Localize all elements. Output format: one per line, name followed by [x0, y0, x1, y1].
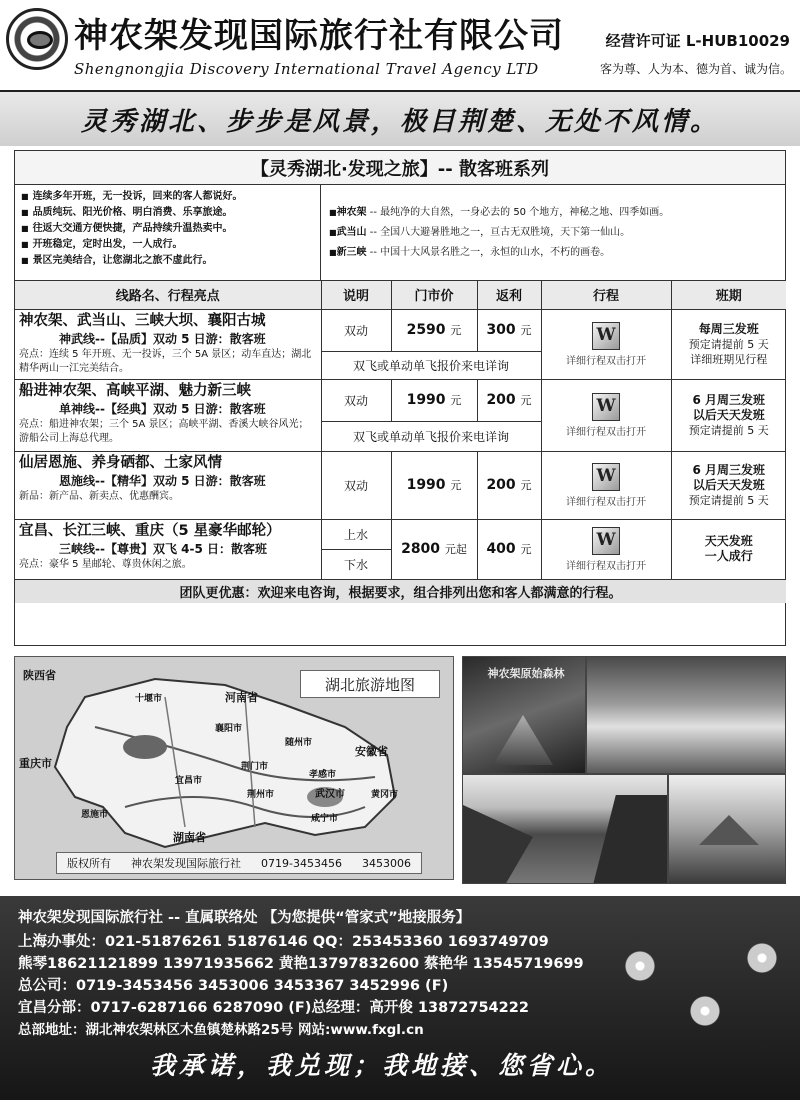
slogan-text: 灵秀湖北、步步是风景，极目荆楚、无处不风情。	[80, 106, 719, 137]
price-value: 1990	[406, 392, 446, 408]
feature-item: ■ 品质纯玩、阳光价格、明白消费、乐享旅途。	[21, 205, 314, 221]
destination-name: ■ 新三峡	[329, 247, 367, 258]
flower-decoration	[680, 986, 730, 1036]
map-label: 安徽省	[355, 745, 388, 758]
contact-line: 上海办事处：021-51876261 51876146 QQ：253453360 1693749709	[18, 934, 549, 950]
rebate-unit: 元	[520, 394, 532, 407]
feature-item: ■ 景区完美结合，让您湖北之旅不虚此行。	[21, 253, 314, 269]
price-cell	[391, 519, 477, 579]
map-label: 荆门市	[241, 762, 269, 772]
destination-item	[329, 203, 777, 223]
itinerary-link[interactable]: 详细行程双击打开	[566, 426, 646, 438]
price-value: 2800	[401, 541, 441, 557]
rebate-unit: 元	[520, 543, 532, 556]
destination-item	[329, 243, 777, 263]
map-label: 十堰市	[135, 694, 163, 704]
itinerary-link[interactable]: 详细行程双击打开	[566, 355, 646, 367]
transport-up-cell: 上水	[321, 519, 391, 549]
price-cell	[391, 451, 477, 519]
map-label: 湖南省	[173, 831, 206, 844]
table-row	[15, 309, 786, 351]
company-name-cn: 神农架发现国际旅行社有限公司	[74, 16, 564, 56]
rebate-unit: 元	[520, 479, 532, 492]
schedule-line: 预定请提前 5 天	[688, 423, 769, 437]
slogan-banner	[0, 92, 800, 146]
temple-roof	[699, 815, 759, 845]
cliff-right	[593, 795, 668, 884]
itinerary-link[interactable]: 详细行程双击打开	[566, 496, 646, 508]
word-document-icon[interactable]: W	[592, 463, 620, 491]
route-cell	[15, 519, 321, 579]
rebate-cell	[477, 519, 541, 579]
table-row	[15, 451, 786, 519]
route-subtitle: 单神线--【经典】双动 5 日游：散客班	[59, 401, 266, 416]
schedule-line: 6 月周三发班	[692, 392, 766, 407]
map-label: 河南省	[225, 691, 258, 704]
schedule-line: 每周三发班	[698, 321, 759, 336]
schedule-line: 以后天天发班	[692, 407, 765, 422]
price-unit: 元起	[444, 543, 467, 556]
rebate-unit: 元	[520, 324, 532, 337]
map-footer-item: 版权所有	[67, 857, 111, 870]
table-row	[15, 519, 786, 549]
price-cell	[391, 309, 477, 351]
eye-icon	[27, 31, 53, 49]
word-document-icon[interactable]: W	[592, 393, 620, 421]
schedule-cell	[671, 519, 786, 579]
schedule-line: 天天发班	[704, 534, 753, 548]
flower-decoration	[620, 946, 660, 986]
contact-line: 神农架发现国际旅行社 -- 直属联络处 【为您提供“管家式”地接服务】	[18, 910, 471, 926]
route-title: 神农架、武当山、三峡大坝、襄阳古城	[19, 312, 266, 329]
map-footer-item: 0719-3453456	[261, 856, 342, 870]
schedule-cell	[671, 309, 786, 379]
price-unit: 元	[450, 324, 462, 337]
cliff-left	[463, 805, 533, 884]
price-unit: 元	[450, 479, 462, 492]
company-name-en: Shengnongjia Discovery International Travel Agency LTD	[74, 60, 539, 78]
map-label: 恩施市	[81, 810, 109, 820]
itinerary-cell[interactable]	[541, 519, 671, 579]
destination-name: ■ 武当山	[329, 227, 367, 238]
feature-item: ■ 连续多年开班，无一投诉，回来的客人都说好。	[21, 189, 314, 205]
col-header-schedule: 班期	[671, 281, 786, 309]
rebate-value: 300	[486, 322, 516, 338]
route-highlights: 新品：新产品、新卖点、优惠酬宾。	[19, 490, 179, 502]
rebate-cell	[477, 451, 541, 519]
rebate-value: 400	[486, 541, 516, 557]
routes-table	[15, 281, 786, 603]
table-header-row	[15, 281, 786, 309]
group-note-row	[15, 579, 786, 603]
route-subtitle: 神武线--【品质】双动 5 日游：散客班	[59, 331, 266, 346]
route-highlights: 亮点：船进神农架；三个 5A 景区；高峡平湖、香溪大峡谷风光；游船公司上海总代理。	[19, 418, 309, 444]
destination-desc: -- 全国八大避暑胜地之一，亘古无双胜境，天下第一仙山。	[366, 227, 631, 238]
mountain-shape	[493, 715, 553, 765]
promise-slogan: 我承诺，我兑现；我地接、您省心。	[150, 1051, 615, 1080]
itinerary-link[interactable]: 详细行程双击打开	[566, 560, 646, 572]
destination-name: ■ 神农架	[329, 207, 367, 218]
price-value: 2590	[406, 322, 446, 338]
rebate-cell	[477, 309, 541, 351]
map-footer-item: 3453006	[361, 856, 411, 870]
rebate-value: 200	[486, 477, 516, 493]
price-cell	[391, 379, 477, 421]
col-header-itinerary: 行程	[541, 281, 671, 309]
transport-down-cell: 下水	[321, 549, 391, 579]
photo-caption: 神农架原始森林	[487, 667, 565, 680]
map-title: 湖北旅游地图	[300, 670, 440, 698]
map-label: 襄阳市	[215, 724, 243, 734]
flight-note: 双飞或单动单飞报价来电详询	[321, 421, 541, 451]
schedule-line: 以后天天发班	[692, 477, 765, 492]
schedule-line: 6 月周三发班	[692, 462, 766, 477]
map-label: 陕西省	[23, 669, 56, 682]
photo-cloud-sea	[586, 656, 786, 774]
word-document-icon[interactable]: W	[592, 527, 620, 555]
company-motto: 客为尊、人为本、德为首、诚为信。	[599, 62, 792, 76]
itinerary-cell[interactable]	[541, 379, 671, 451]
tours-title: 【灵秀湖北·发现之旅】-- 散客班系列	[15, 151, 785, 185]
route-highlights: 亮点：豪华 5 星邮轮、尊贵休闲之旅。	[19, 558, 192, 570]
schedule-line: 预定请提前 5 天	[688, 493, 769, 507]
col-header-rebate: 返利	[477, 281, 541, 309]
schedule-line: 一人成行	[704, 549, 753, 563]
route-title: 宜昌、长江三峡、重庆（5 星豪华邮轮）	[19, 522, 281, 539]
route-cell	[15, 309, 321, 379]
schedule-cell	[671, 379, 786, 451]
rebate-cell	[477, 379, 541, 421]
destinations-list	[321, 185, 785, 280]
map-label: 孝感市	[309, 770, 337, 780]
page-header	[0, 0, 800, 92]
route-highlights: 亮点：连续 5 年开班、无一投诉，三个 5A 景区；动车直达；湖北精华两山一江完美结合。	[19, 348, 312, 374]
contact-line: 总部地址：湖北神农架林区木鱼镇楚林路25号 网站:www.fxgl.cn	[18, 1022, 424, 1038]
tours-panel	[14, 150, 786, 646]
map-label: 随州市	[285, 738, 313, 748]
price-value: 1990	[406, 477, 446, 493]
feature-item: ■ 往返大交通方便快捷，产品持续升温热卖中。	[21, 221, 314, 237]
flight-note: 双飞或单动单飞报价来电详询	[321, 351, 541, 379]
route-title: 仙居恩施、养身硒都、土家风情	[19, 454, 222, 471]
transport-cell: 双动	[321, 379, 391, 421]
destination-desc: -- 中国十大风景名胜之一，永恒的山水，不朽的画卷。	[366, 247, 611, 258]
route-subtitle: 三峡线--【尊贵】双飞 4-5 日：散客班	[59, 541, 267, 556]
col-header-price: 门市价	[391, 281, 477, 309]
itinerary-cell[interactable]	[541, 309, 671, 379]
route-cell	[15, 451, 321, 519]
word-document-icon[interactable]: W	[592, 322, 620, 350]
license-number: 经营许可证 L-HUB10029	[605, 32, 790, 50]
table-row	[15, 379, 786, 421]
flower-decoration	[740, 936, 784, 980]
map-label: 黄冈市	[371, 790, 399, 800]
itinerary-cell[interactable]	[541, 451, 671, 519]
contact-line: 熊琴18621121899 13971935662 黄艳13797832600 蔡艳华 13545719699	[18, 956, 584, 972]
company-logo	[6, 8, 68, 70]
map-footer-item: 神农架发现国际旅行社	[131, 857, 241, 870]
route-cell	[15, 379, 321, 451]
photo-temple	[668, 774, 786, 884]
transport-cell: 双动	[321, 309, 391, 351]
map-label: 荆州市	[247, 790, 275, 800]
schedule-line: 详细班期见行程	[690, 352, 768, 366]
route-subtitle: 恩施线--【精华】双动 5 日游：散客班	[59, 473, 266, 488]
destination-item	[329, 223, 777, 243]
contact-line: 宜昌分部：0717-6287166 6287090 (F)总经理：高开俊 13872754222	[18, 1000, 529, 1016]
col-header-route: 线路名、行程亮点	[15, 281, 321, 309]
features-list	[15, 185, 321, 280]
tours-intro	[15, 185, 785, 281]
schedule-line: 预定请提前 5 天	[688, 337, 769, 351]
group-note: 团队更优惠：欢迎来电咨询，根据要求，组合排列出您和客人都满意的行程。	[15, 579, 786, 603]
route-title: 船进神农架、高峡平湖、魅力新三峡	[19, 382, 251, 399]
destination-desc: -- 最纯净的大自然，一身必去的 50 个地方，神秘之地、四季如画。	[366, 207, 670, 218]
map-label: 重庆市	[19, 757, 52, 770]
col-header-note: 说明	[321, 281, 391, 309]
photo-forest-banner	[462, 656, 586, 774]
map-label: 武汉市	[315, 789, 345, 800]
photo-three-gorges	[462, 774, 668, 884]
rebate-value: 200	[486, 392, 516, 408]
map-footer	[56, 852, 422, 874]
feature-item: ■ 开班稳定，定时出发，一人成行。	[21, 237, 314, 253]
map-label: 咸宁市	[311, 814, 339, 824]
schedule-cell	[671, 451, 786, 519]
map-label: 宜昌市	[175, 776, 203, 786]
transport-cell: 双动	[321, 451, 391, 519]
price-unit: 元	[450, 394, 462, 407]
contact-line: 总公司：0719-3453456 3453006 3453367 3452996 (F)	[18, 978, 449, 994]
